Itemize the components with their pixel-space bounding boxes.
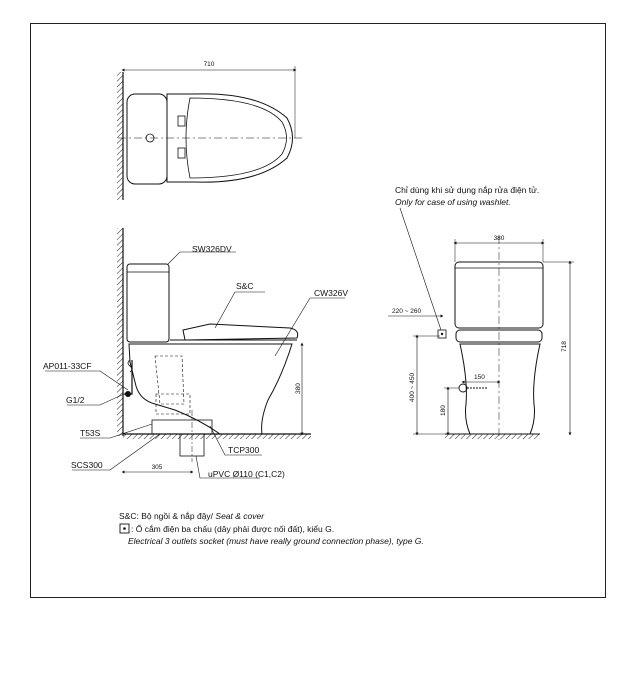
front-view xyxy=(388,185,574,440)
washlet-note-en: Only for case of using washlet. xyxy=(395,197,511,207)
supply-height-dim: 180 xyxy=(440,405,447,416)
flange-label: T53S xyxy=(80,428,101,438)
socket-height-dim: 400 ~ 450 xyxy=(409,372,416,402)
socket-icon xyxy=(120,524,129,533)
thread-label: G1/2 xyxy=(66,395,85,405)
tank-label: SW326DV xyxy=(192,244,232,254)
angle-valve-label: AP011-33CF xyxy=(43,361,92,371)
top-width-dim: 710 xyxy=(203,61,215,68)
legend-socket-en: Electrical 3 outlets socket (must have really ground connection phase), type G. xyxy=(128,536,424,546)
side-view xyxy=(43,228,348,479)
outlet-label: TCP300 xyxy=(228,445,260,455)
legend xyxy=(119,511,424,546)
legend-sc: S&C: Bộ ngồi & nắp đậy/ Seat & cover xyxy=(119,511,265,521)
bowl-label: CW326V xyxy=(314,288,349,298)
rough-in-dim: 305 xyxy=(151,464,163,471)
seat-height-dim: 380 xyxy=(295,383,302,394)
front-width-dim: 380 xyxy=(493,235,505,242)
seat-label: S&C xyxy=(236,281,254,291)
washlet-note-vn: Chỉ dùng khi sử dụng nắp rửa điện tử. xyxy=(395,185,540,195)
front-height-dim: 718 xyxy=(561,341,568,352)
pipe-offset-dim: 150 xyxy=(474,374,485,381)
socket-offset-dim: 220 ~ 260 xyxy=(392,308,422,315)
top-view xyxy=(117,61,305,200)
floor-label: SCS300 xyxy=(71,460,103,470)
pipe-label: uPVC Ø110 (C1,C2) xyxy=(208,469,285,479)
legend-socket-vn: : Ổ cắm điện ba chấu (dây phải được nối đất), kiểu G. xyxy=(131,524,335,534)
